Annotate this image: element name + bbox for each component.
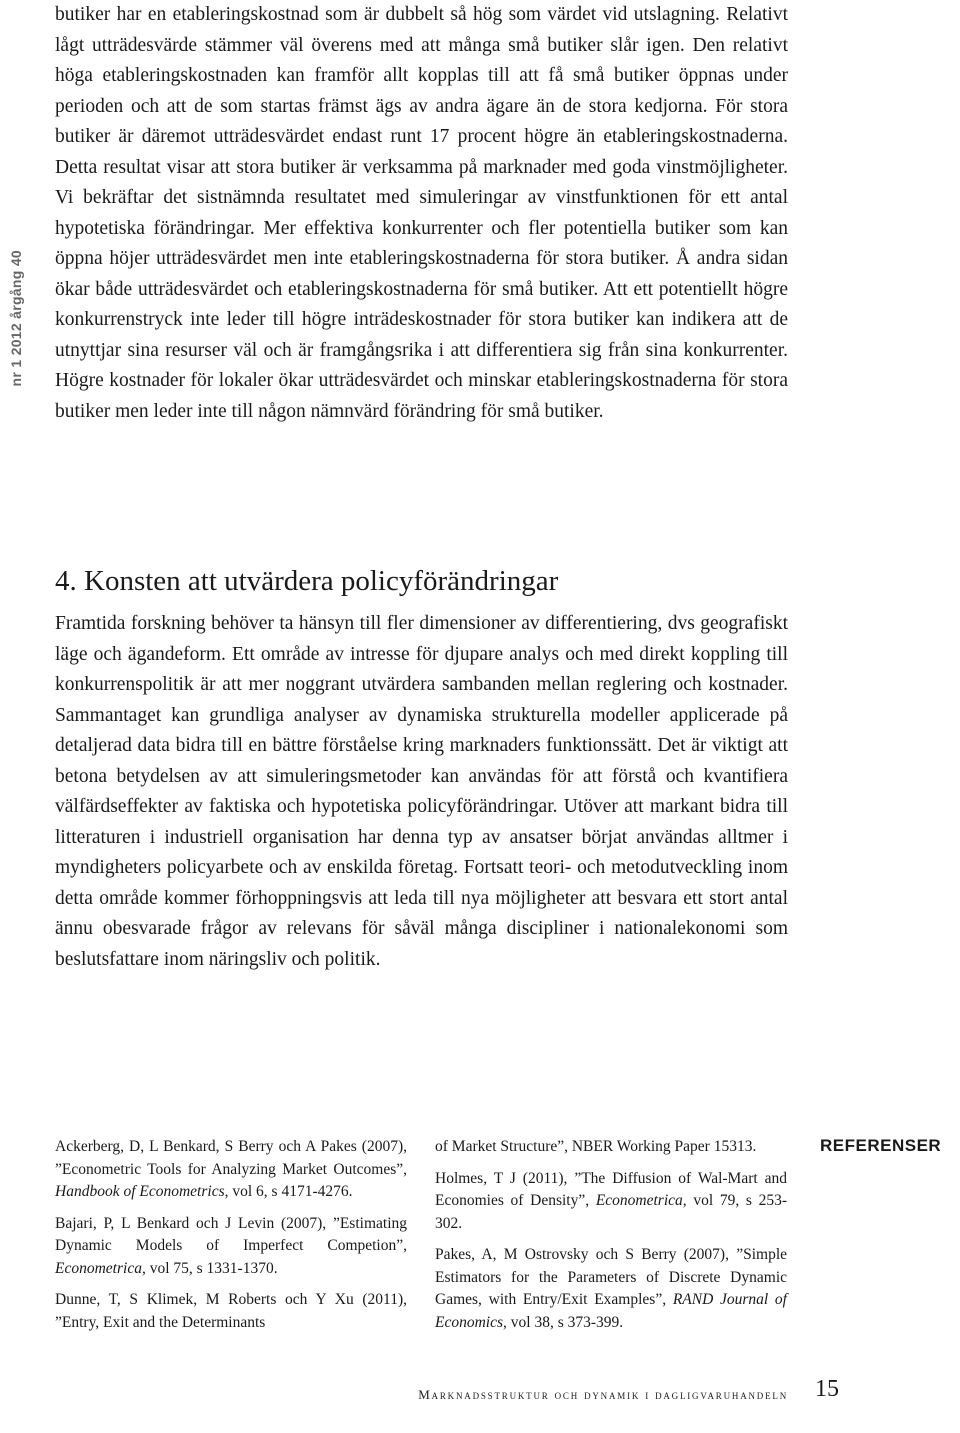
- references-left-column: [55, 1136, 407, 1343]
- running-footer-title: Marknadsstruktur och dynamik i dagligvaruhandeln: [418, 1387, 788, 1402]
- reference-journal: RAND Journal of Economics: [435, 1291, 787, 1331]
- section-heading: 4. Konsten att utvärdera policyförändringar: [55, 565, 559, 597]
- references-right-column: [435, 1136, 787, 1343]
- page-number: 15: [815, 1376, 839, 1402]
- section-paragraph: Framtida forskning behöver ta hänsyn till fler dimensioner av differentiering, dvs geografiskt läge och ägandeform. Ett område av intresse för djupare analys och med direkt koppling till konkurrenspolitik är att mer noggrant utvärdera sambanden mellan reglering och kostnader. Sammantaget kan grundliga analyser av dynamiska strukturella modeller applicerade på detaljerad data bidra till en bättre förståelse kring marknaders funktionssätt. Det är viktigt att betona betydelsen av att simuleringsmetoder kan användas för att förstå och kvantifiera välfärdseffekter av faktiska och hypotetiska policyförändringar. Utöver att markant bidra till litteraturen i industriell organisation har denna typ av ansatser börjat användas alltmer i myndigheters policyarbete och av enskilda företag. Fortsatt teori- och metodutveckling inom detta område kommer förhoppningsvis att leda till nya möjligheter att besvara ett stort antal ännu obesvarade frågor av relevans för såväl många discipliner i nationalekonomi som beslutsfattare inom näringsliv och politik.: [55, 613, 788, 970]
- reference-details: , vol 6, s 4171-4276.: [224, 1183, 353, 1200]
- intro-paragraph: butiker har en etableringskostnad som är dubbelt så hög som värdet vid utslagning. Relativt lågt utträdesvärde stämmer väl överens med att många små butiker slår igen. Den relativt höga etableringskostnaden kan framför allt kopplas till att få små butiker öppnas under perioden och att de som startas främst ägs av andra ägare än de stora kedjorna. För stora butiker är däremot utträdesvärdet endast runt 17 procent högre än etableringskostnaderna. Detta resultat visar att stora butiker är verksamma på marknader med goda vinstmöjligheter. Vi bekräftar det sistnämnda resultatet med simuleringar av vinstfunktionen för ett antal hypotetiska förändringar. Mer effektiva konkurrenter och fler potentiella butiker som kan öppna höjer utträdesvärdet men inte etableringskostnaderna för stora butiker. Å andra sidan ökar både utträdesvärdet och etableringskostnaderna för små butiker. Att ett potentiellt högre konkurrenstryck inte leder till högre inträdeskostnader för stora butiker kan indikera att de utnyttjar sina resurser väl och är framgångsrika i att differentiera sig från sina konkurrenter. Högre kostnader för lokaler ökar utträdesvärdet och minskar etableringskostnaderna för stora butiker men leder inte till någon nämnvärd förändring för små butiker.: [55, 4, 788, 422]
- journal-issue-label: nr 1 2012 årgång 40: [8, 250, 24, 387]
- reference-text: Pakes, A, M Ostrovsky och S Berry (2007), ”Simple Estimators for the Parameters of Discrete Dynamic Games, with Entry/Exit Examples”,: [435, 1246, 787, 1308]
- reference-journal: Econometrica: [595, 1192, 683, 1209]
- reference-journal: Handbook of Econometrics: [55, 1183, 225, 1200]
- reference-entry: [435, 1168, 787, 1236]
- references-heading: REFERENSER: [820, 1136, 942, 1155]
- reference-entry: [435, 1136, 787, 1159]
- reference-details: , vol 75, s 1331-1370.: [141, 1259, 278, 1277]
- reference-text: Holmes, T J (2011), ”The Diffusion of Wal-Mart and Economies of Density”,: [435, 1169, 787, 1209]
- intro-text-block: [55, 0, 788, 427]
- reference-details: , vol 79, s 253-302.: [435, 1192, 787, 1232]
- reference-entry: [435, 1244, 787, 1334]
- reference-text: Dunne, T, S Klimek, M Roberts och Y Xu (2011), ”Entry, Exit and the Determinants: [55, 1291, 407, 1331]
- reference-text: Ackerberg, D, L Benkard, S Berry och A Pakes (2007), ”Econometric Tools for Analyzing Market Outcomes”,: [55, 1138, 407, 1178]
- reference-entry: [55, 1289, 407, 1334]
- reference-journal: Econometrica: [55, 1259, 142, 1277]
- reference-text: of Market Structure”, NBER Working Paper 15313.: [435, 1138, 757, 1155]
- reference-entry: [55, 1213, 407, 1281]
- section-4: [55, 563, 788, 975]
- reference-text: Bajari, P, L Benkard och J Levin (2007), ”Estimating Dynamic Models of Imperfect Competion”,: [55, 1214, 407, 1254]
- reference-details: , vol 38, s 373-399.: [503, 1313, 624, 1331]
- reference-entry: [55, 1136, 407, 1204]
